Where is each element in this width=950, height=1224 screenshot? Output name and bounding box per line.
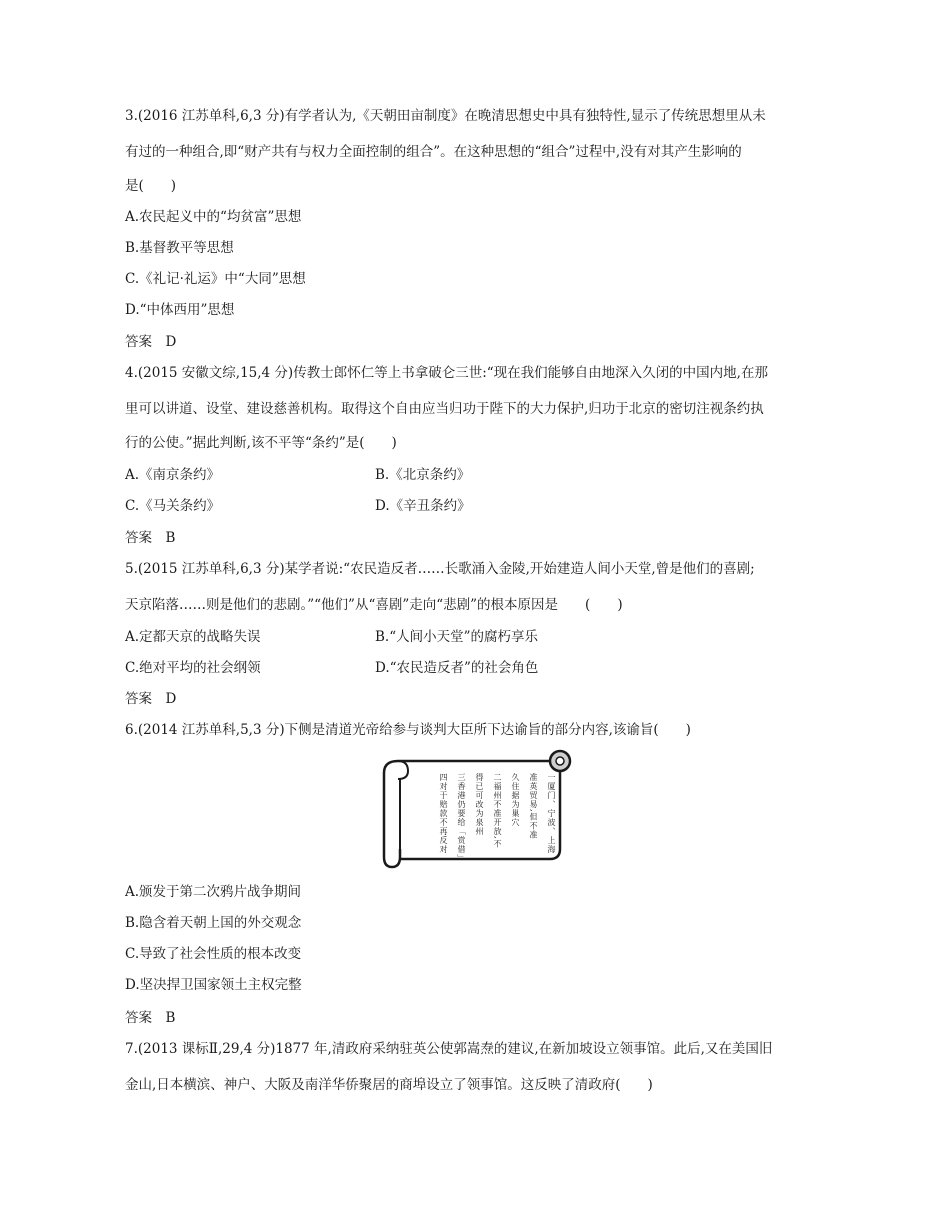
q4-stem-line1: 4.(2015 安徽文综,15,4 分)传教士郎怀仁等上书拿破仑三世:“现在我们能够自由地深入久闭的中国内地,在那: [125, 365, 768, 381]
q4-option-b: B.《北京条约》: [375, 467, 471, 483]
q5-option-d: D.“农民造反者”的社会角色: [375, 660, 539, 676]
q7-stem-line1: 7.(2013 课标Ⅱ,29,4 分)1877 年,清政府采纳驻英公使郭嵩焘的建议,在新加坡设立领事馆。此后,又在美国旧: [125, 1041, 773, 1057]
q5-option-a: A.定都天京的战略失误: [125, 629, 261, 645]
edict-col-2: 准英贸易,但不准: [529, 773, 538, 840]
q6-answer: 答案 B: [125, 1010, 176, 1026]
q5-option-b: B.“人间小天堂”的腐朽享乐: [375, 629, 539, 645]
q4-option-row1: [125, 466, 471, 484]
q4-option-a: A.《南京条约》: [125, 467, 221, 483]
q5-option-c: C.绝对平均的社会纲领: [125, 660, 261, 676]
q3-option-d: D.“中体西用”思想: [125, 302, 235, 318]
edict-col-5: 得已可改为泉州: [475, 773, 484, 836]
q3-stem-line2: 有过的一种组合,即“财产共有与权力全面控制的组合”。在这种思想的“组合”过程中,没有对其产生影响的: [125, 144, 742, 160]
q4-answer: 答案 B: [125, 530, 176, 546]
q5-stem-line1: 5.(2015 江苏单科,6,3 分)某学者说:“农民造反者……长歌涌入金陵,开始建造人间小天堂,曾是他们的喜剧;: [125, 561, 755, 577]
q3-option-a: A.农民起义中的“均贫富”思想: [125, 209, 302, 225]
q6-option-b: B.隐含着天朝上国的外交观念: [125, 915, 302, 931]
q5-option-row2: [125, 659, 539, 677]
q3-stem-line3: 是( ): [125, 178, 177, 194]
q3-stem-line1: 3.(2016 江苏单科,6,3 分)有学者认为,《天朝田亩制度》在晚清思想史中具有独特性,显示了传统思想里从未: [125, 108, 766, 124]
q3-answer: 答案 D: [125, 334, 177, 350]
q4-option-d: D.《辛丑条约》: [375, 498, 471, 514]
q3-option-c: C.《礼记·礼运》中“大同”思想: [125, 271, 306, 287]
q5-stem-line2: 天京陷落……则是他们的悲剧。”“他们”从“喜剧”走向“悲剧”的根本原因是 ( ): [125, 597, 623, 613]
q4-option-row2: [125, 497, 471, 515]
q6-option-a: A.颁发于第二次鸦片战争期间: [125, 884, 302, 900]
q5-answer: 答案 D: [125, 691, 177, 707]
q3-option-b: B.基督教平等思想: [125, 240, 234, 256]
q5-option-row1: [125, 628, 539, 646]
edict-text: [416, 773, 556, 863]
edict-col-7: 四对于赔款不再反对: [439, 773, 448, 854]
q6-stem-line1: 6.(2014 江苏单科,5,3 分)下侧是清道光帝给参与谈判大臣所下达谕旨的部分内容,该谕旨( ): [125, 722, 691, 738]
q7-stem-line2: 金山,日本横滨、神户、大阪及南洋华侨聚居的商埠设立了领事馆。这反映了清政府( ): [125, 1077, 653, 1093]
q6-option-c: C.导致了社会性质的根本改变: [125, 946, 302, 962]
q4-stem-line3: 行的公使。”据此判断,该不平等“条约”是( ): [125, 435, 397, 451]
edict-col-6: 三香港仍要给「赏借」: [457, 773, 466, 863]
edict-col-1: 一厦门、宁波、上海: [547, 773, 556, 854]
edict-col-4: 二福州不准开放,不: [493, 773, 502, 849]
q4-stem-line2: 里可以讲道、设堂、建设慈善机构。取得这个自由应当归功于陛下的大力保护,归功于北京的密切注视条约执: [125, 401, 764, 417]
edict-scroll-image: [378, 745, 574, 871]
q6-option-d: D.坚决捍卫国家领土主权完整: [125, 977, 302, 993]
edict-col-3: 久住据为巢穴: [511, 773, 520, 827]
q4-option-c: C.《马关条约》: [125, 498, 221, 514]
